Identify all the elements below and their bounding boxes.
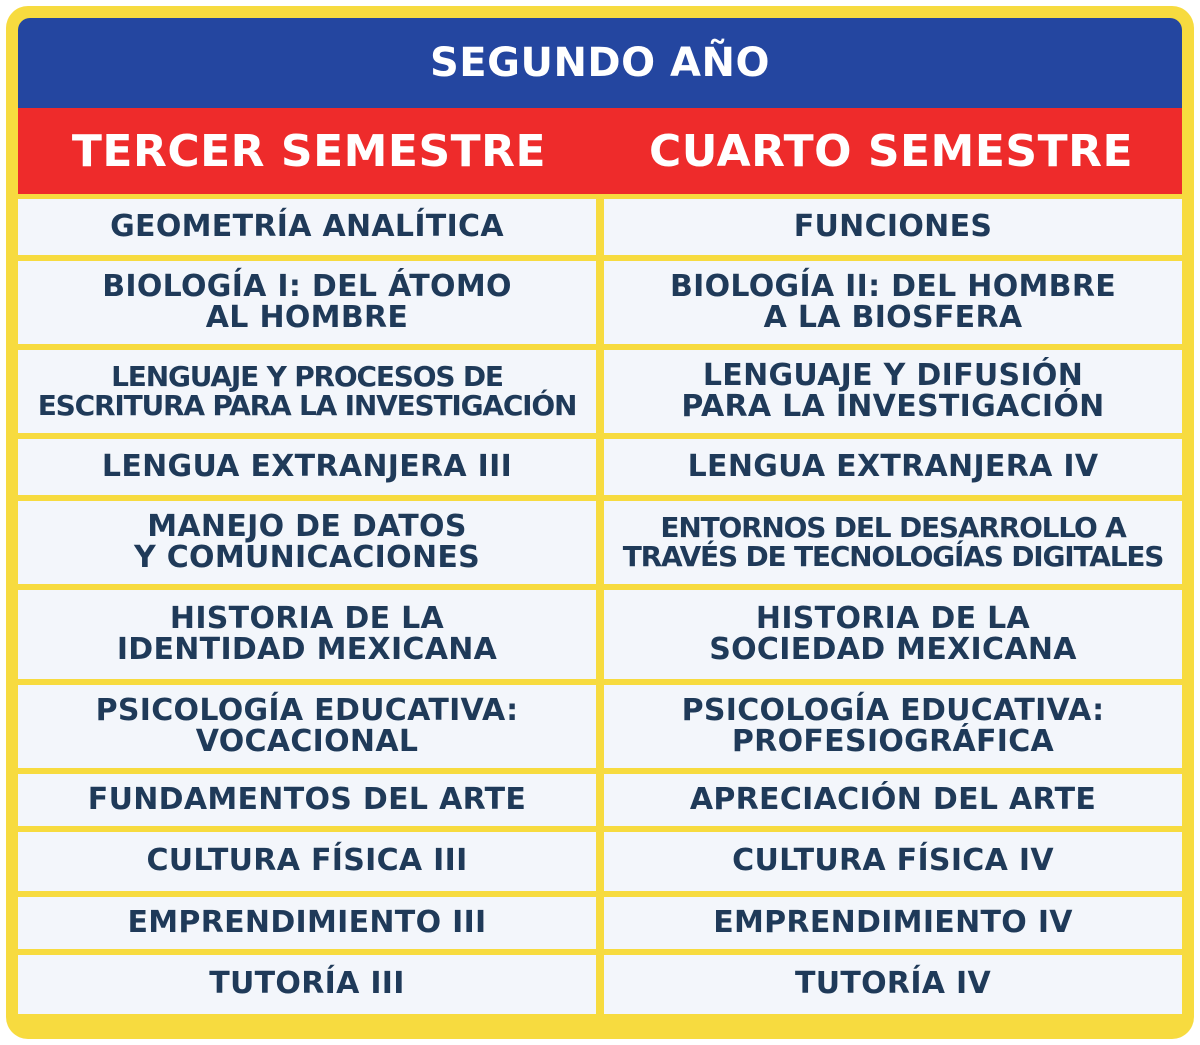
subject-cell-fourth: HISTORIA DE LA SOCIEDAD MEXICANA — [604, 590, 1182, 679]
subject-cell-fourth: APRECIACIÓN DEL ARTE — [604, 774, 1182, 826]
subject-cell-fourth: BIOLOGÍA II: DEL HOMBRE A LA BIOSFERA — [604, 261, 1182, 344]
subject-cell-third: HISTORIA DE LA IDENTIDAD MEXICANA — [18, 590, 596, 679]
subjects-grid — [18, 199, 1182, 1033]
subject-cell-third: CULTURA FÍSICA III — [18, 832, 596, 891]
subject-cell-third: MANEJO DE DATOS Y COMUNICACIONES — [18, 501, 596, 584]
subject-cell-third: FUNDAMENTOS DEL ARTE — [18, 774, 596, 826]
subject-cell-third: PSICOLOGÍA EDUCATIVA: VOCACIONAL — [18, 685, 596, 768]
semester-title-third: TERCER SEMESTRE — [71, 125, 547, 177]
subject-cell-third: EMPRENDIMIENTO III — [18, 897, 596, 949]
year-title: SEGUNDO AÑO — [18, 18, 1182, 108]
semester-header-row — [18, 108, 1182, 194]
subject-cell-fourth: CULTURA FÍSICA IV — [604, 832, 1182, 891]
subject-cell-fourth: LENGUAJE Y DIFUSIÓN PARA LA INVESTIGACIÓN — [604, 350, 1182, 433]
semester-title-fourth: CUARTO SEMESTRE — [648, 125, 1134, 177]
subject-cell-fourth: FUNCIONES — [604, 199, 1182, 255]
subject-cell-third: GEOMETRÍA ANALÍTICA — [18, 199, 596, 255]
subject-cell-fourth: EMPRENDIMIENTO IV — [604, 897, 1182, 949]
subject-cell-fourth: TUTORÍA IV — [604, 955, 1182, 1014]
subject-cell-fourth: LENGUA EXTRANJERA IV — [604, 439, 1182, 495]
subject-cell-fourth: ENTORNOS DEL DESARROLLO A TRAVÉS DE TECNOLOGÍAS DIGITALES — [604, 501, 1182, 584]
subject-cell-third: LENGUAJE Y PROCESOS DE ESCRITURA PARA LA INVESTIGACIÓN — [18, 350, 596, 433]
subject-cell-fourth: PSICOLOGÍA EDUCATIVA: PROFESIOGRÁFICA — [604, 685, 1182, 768]
subject-cell-third: LENGUA EXTRANJERA III — [18, 439, 596, 495]
curriculum-table — [6, 6, 1194, 1039]
subject-cell-third: TUTORÍA III — [18, 955, 596, 1014]
subject-cell-third: BIOLOGÍA I: DEL ÁTOMO AL HOMBRE — [18, 261, 596, 344]
